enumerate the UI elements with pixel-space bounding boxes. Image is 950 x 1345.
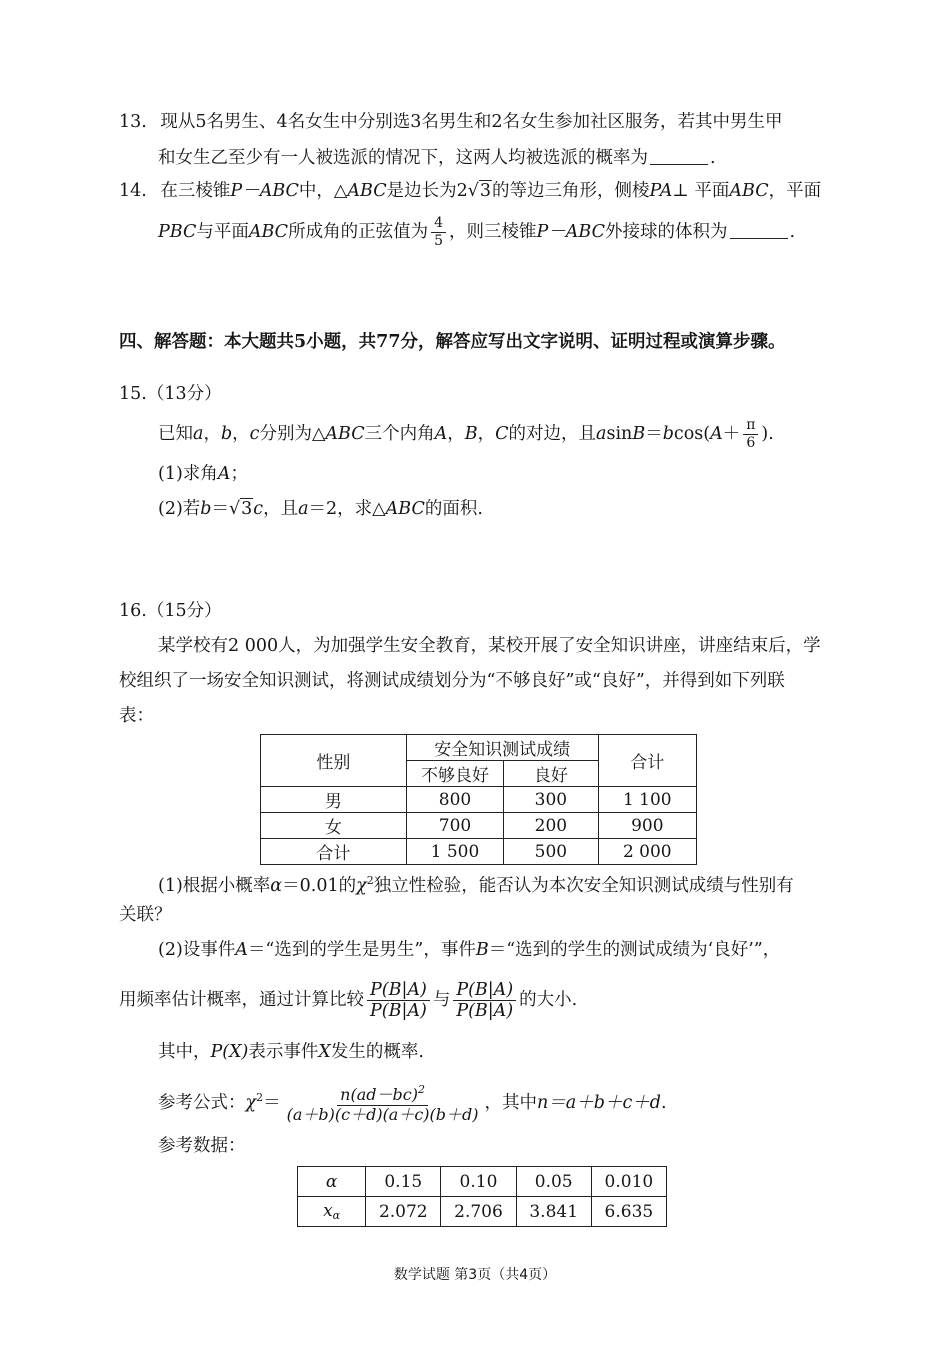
fraction-numerator xyxy=(337,1084,428,1106)
q15-math: A xyxy=(434,424,448,444)
q15-text: ＝2，求△ xyxy=(308,499,386,519)
answer-blank xyxy=(730,222,788,239)
q15-math: A xyxy=(217,464,231,484)
q15-math: b xyxy=(662,424,674,444)
q15-math: b xyxy=(200,499,212,519)
q16-text: 与 xyxy=(432,990,451,1010)
q14-math: PBC xyxy=(158,222,197,242)
fraction-ratio-abar xyxy=(453,981,516,1021)
q16-math: n＝a＋b＋c＋d xyxy=(537,1093,661,1113)
q16-intro-2: 校组织了一场安全知识测试，将测试成绩划分为“不够良好”或“良好”，并得到如下列联 xyxy=(119,671,785,691)
q15-stem xyxy=(158,414,774,454)
q13-text-1: 现从5名男生、4名女生中分别选3名男生和2名女生参加社区服务，若其中男生甲 xyxy=(160,112,783,132)
table-cell: α xyxy=(298,1167,366,1197)
table-cell: 0.010 xyxy=(591,1167,666,1197)
q16-text: 参考公式： xyxy=(158,1093,246,1113)
q15-part-2 xyxy=(158,497,483,521)
q15-math: C xyxy=(495,424,509,444)
fraction-numerator: π xyxy=(743,418,758,435)
q15-text: ； xyxy=(230,464,248,484)
q16-text: (1)根据小概率 xyxy=(158,876,271,896)
q15-math: c xyxy=(253,499,264,519)
q16-text: ＝“选到的学生的测试成绩为‘良好’”， xyxy=(488,940,781,960)
table-cell: 女 xyxy=(261,813,407,839)
header-good: 良好 xyxy=(504,761,598,787)
formula-numerator-text: n(ad－bc) xyxy=(340,1084,418,1104)
q16-intro-1: 某学校有2 000人，为加强学生安全教育，某校开展了安全知识讲座，讲座结束后，学 xyxy=(158,636,821,656)
q15-math: a xyxy=(193,424,204,444)
q15-header: 15.（13分） xyxy=(119,384,222,404)
q14-text: 所成角的正弦值为 xyxy=(288,222,429,242)
q14-math: ABC xyxy=(729,181,769,201)
q16-superscript: 2 xyxy=(366,874,374,887)
q14-math: ABC xyxy=(248,222,289,242)
table-row xyxy=(261,813,697,839)
q16-note xyxy=(158,1040,424,1064)
q16-text: (2)设事件 xyxy=(158,940,236,960)
section-title: 四、解答题：本大题共5小题，共77分，解答应写出文字说明、证明过程或演算步骤。 xyxy=(119,332,786,352)
table-cell: 900 xyxy=(598,813,696,839)
table-cell: 700 xyxy=(406,813,503,839)
table-cell: 0.15 xyxy=(366,1167,441,1197)
q15-part-1 xyxy=(158,462,248,486)
table-row xyxy=(298,1167,667,1197)
q16-text: ＝“选到的学生是男生”，事件 xyxy=(247,940,476,960)
q15-text: cos( xyxy=(673,424,711,444)
q15-text: (2)若 xyxy=(158,499,201,519)
fraction-denominator: 5 xyxy=(434,233,443,249)
q16-text: 其中， xyxy=(158,1042,211,1062)
table-cell: 男 xyxy=(261,787,407,813)
q15-text: ， xyxy=(232,424,250,444)
q15-text: 已知 xyxy=(158,424,193,444)
q15-text: ， xyxy=(447,424,465,444)
q14-period: . xyxy=(789,222,796,242)
q16-text: 用频率估计概率，通过计算比较 xyxy=(119,990,364,1010)
q16-ref-label: 参考数据： xyxy=(158,1136,246,1156)
table-cell: 2.072 xyxy=(366,1197,441,1227)
fraction-numerator: 4 xyxy=(431,216,446,233)
q14-text: 外接球的体积为 xyxy=(605,222,728,242)
fraction-ratio-a xyxy=(367,981,430,1021)
table-cell: 2 000 xyxy=(598,839,696,865)
fraction-numerator: P(B|A) xyxy=(367,981,430,1001)
fraction-denominator: P(B|A) xyxy=(370,1001,427,1021)
table-row xyxy=(261,787,697,813)
q14-text: ⊥ 平面 xyxy=(672,181,730,201)
sqrt-radicand: 3 xyxy=(479,181,492,201)
alpha-subscript: α xyxy=(332,1209,341,1222)
q16-math: χ xyxy=(356,876,367,896)
q15-text: ， xyxy=(203,424,221,444)
table-cell: 500 xyxy=(504,839,598,865)
table-cell: 0.10 xyxy=(441,1167,516,1197)
table-cell: 800 xyxy=(406,787,503,813)
fraction-denominator: 6 xyxy=(746,435,756,451)
header-gender: 性别 xyxy=(261,735,407,787)
table-cell: 0.05 xyxy=(516,1167,591,1197)
q14-line-2 xyxy=(158,212,795,252)
fraction-four-fifths xyxy=(431,216,446,248)
fraction-denominator: P(B|A) xyxy=(456,1001,514,1021)
q16-part-1-cont: 关联？ xyxy=(119,905,172,925)
q15-math: b xyxy=(220,424,233,444)
chi-square-fraction xyxy=(284,1084,482,1124)
table-cell: 合计 xyxy=(261,839,407,865)
q16-part-1 xyxy=(158,869,794,898)
q16-text: 的大小. xyxy=(519,990,578,1010)
fraction-pi-over-six xyxy=(743,418,758,450)
q13-period: . xyxy=(710,148,716,168)
sqrt-radicand: 3 xyxy=(241,499,253,519)
fraction-numerator: P(B|A) xyxy=(453,981,516,1001)
table-cell: 200 xyxy=(504,813,598,839)
q14-math: P－ABC xyxy=(230,181,299,201)
q14-text: 在三棱锥 xyxy=(160,181,231,201)
q16-math: χ xyxy=(245,1093,257,1113)
q14-text: 是边长为2 xyxy=(386,181,468,201)
q15-text: 三个内角 xyxy=(364,424,435,444)
q15-text: 分别为△ xyxy=(259,424,326,444)
q15-text: sin xyxy=(606,424,633,444)
q16-superscript: 2 xyxy=(256,1091,264,1104)
q13-text-2: 和女生乙至少有一人被选派的情况下，这两人均被选派的概率为 xyxy=(158,148,648,168)
q14-text: ，则三棱锥 xyxy=(449,222,537,242)
q15-math: B xyxy=(632,424,646,444)
q16-math: B xyxy=(475,940,489,960)
table-cell: 1 500 xyxy=(406,839,503,865)
header-not-good: 不够良好 xyxy=(406,761,503,787)
q15-text: (1)求角 xyxy=(158,464,218,484)
q16-intro-3: 表： xyxy=(119,706,154,726)
q16-formula xyxy=(158,1074,667,1127)
table-cell: 2.706 xyxy=(441,1197,516,1227)
q15-math: A xyxy=(710,424,723,444)
q14-math: PA xyxy=(649,181,673,201)
table-cell: 300 xyxy=(504,787,598,813)
q16-header: 16.（15分） xyxy=(119,601,222,621)
q16-part-2 xyxy=(158,938,780,962)
q15-text: ＝ xyxy=(645,424,663,444)
page-footer: 数学试题 第3页（共4页） xyxy=(393,1267,557,1283)
q16-math: X xyxy=(318,1042,331,1062)
q16-text: ＝0.01的 xyxy=(282,876,357,896)
q16-text: . xyxy=(660,1093,667,1113)
q15-math: B xyxy=(464,424,478,444)
q14-math: ABC xyxy=(347,181,387,201)
q15-text: ，且 xyxy=(263,499,299,519)
q14-text: ，平面 xyxy=(768,181,822,201)
table-cell: 3.841 xyxy=(516,1197,591,1227)
q15-text: ， xyxy=(477,424,496,444)
q16-text: 表示事件 xyxy=(248,1042,319,1062)
q14-number: 14. xyxy=(119,181,147,201)
q16-math: α xyxy=(270,876,283,896)
q15-math: a xyxy=(596,424,607,444)
q15-text: ＝ xyxy=(211,499,229,519)
fraction-denominator: (a＋b)(c＋d)(a＋c)(b＋d) xyxy=(286,1104,479,1124)
q13-line-1 xyxy=(119,110,782,134)
header-total: 合计 xyxy=(598,735,696,787)
contingency-table xyxy=(260,734,697,865)
q15-math: ABC xyxy=(385,499,425,519)
q14-line-1 xyxy=(119,179,821,203)
q14-math: P－ABC xyxy=(536,222,605,242)
q13-number: 13. xyxy=(119,112,147,132)
q16-text: 发生的概率. xyxy=(330,1042,424,1062)
table-row xyxy=(298,1197,667,1227)
q16-math: P(X) xyxy=(210,1042,249,1062)
q16-text: 独立性检验，能否认为本次安全知识测试成绩与性别有 xyxy=(373,876,794,896)
x-alpha-label: x xyxy=(323,1201,333,1221)
q14-text: 中，△ xyxy=(298,181,348,201)
q14-text: 的等边三角形，侧棱 xyxy=(492,181,650,201)
table-cell: 6.635 xyxy=(591,1197,666,1227)
q16-part-2-cont xyxy=(119,976,577,1024)
q16-math: A xyxy=(235,940,248,960)
q15-text: ＋ xyxy=(722,424,741,444)
answer-blank xyxy=(650,148,708,165)
q15-text: 的面积. xyxy=(424,499,483,519)
q16-text: ＝ xyxy=(263,1093,281,1113)
table-cell xyxy=(298,1197,366,1227)
table-header-row xyxy=(261,735,697,761)
sqrt-symbol: √3 xyxy=(467,181,492,201)
q14-text: 与平面 xyxy=(196,222,249,242)
q16-superscript: 2 xyxy=(417,1082,425,1096)
q15-math: a xyxy=(298,499,309,519)
table-row xyxy=(261,839,697,865)
q16-text: ，其中 xyxy=(484,1093,538,1113)
header-score-group: 安全知识测试成绩 xyxy=(406,735,598,761)
q15-text: ). xyxy=(761,424,774,444)
q15-math: ABC xyxy=(325,424,365,444)
critical-value-table xyxy=(297,1166,667,1227)
q15-text: 的对边，且 xyxy=(508,424,597,444)
q15-math: c xyxy=(249,424,260,444)
q13-line-2 xyxy=(158,146,716,170)
sqrt-symbol: √3 xyxy=(229,499,253,519)
table-cell: 1 100 xyxy=(598,787,696,813)
